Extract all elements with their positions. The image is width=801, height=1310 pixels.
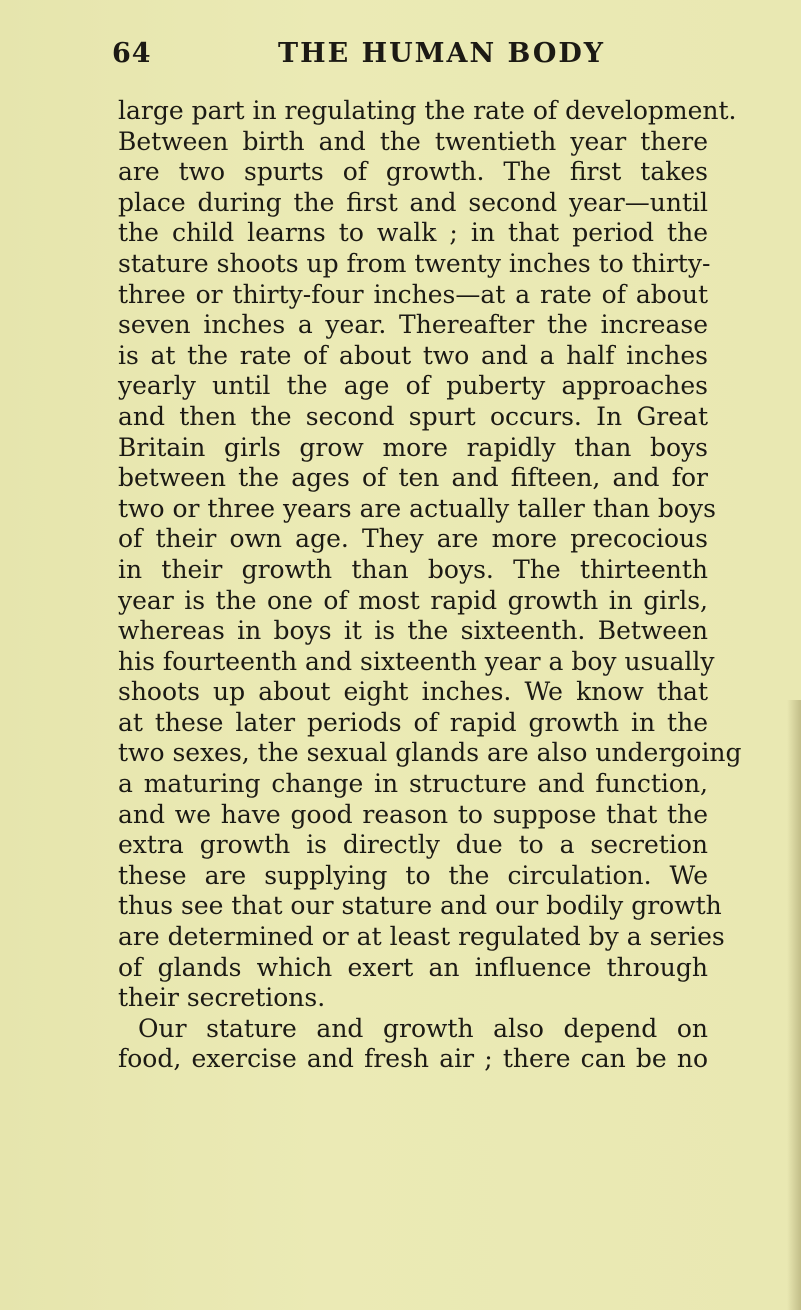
running-head: THE HUMAN BODY bbox=[278, 38, 606, 69]
text-line: Our stature and growth also depend on bbox=[138, 1013, 708, 1043]
text-line: and we have good reason to suppose that the bbox=[118, 799, 708, 829]
page-header bbox=[112, 38, 652, 78]
text-line: these are supplying to the circulation. We bbox=[118, 860, 708, 890]
page-edge-shadow bbox=[787, 700, 801, 1310]
text-line: thus see that our stature and our bodily growth bbox=[118, 891, 722, 921]
text-line: Britain girls grow more rapidly than boys bbox=[118, 432, 708, 462]
text-line: at these later periods of rapid growth in the bbox=[118, 707, 708, 737]
text-line: extra growth is directly due to a secretion bbox=[118, 830, 708, 860]
text-line: his fourteenth and sixteenth year a boy usually bbox=[118, 646, 715, 676]
text-line: seven inches a year. Thereafter the increase bbox=[118, 310, 708, 340]
text-line: shoots up about eight inches. We know that bbox=[118, 677, 708, 707]
text-line: large part in regulating the rate of development. bbox=[118, 96, 737, 125]
text-line: two or three years are actually taller than boys bbox=[118, 493, 716, 523]
page-number: 64 bbox=[112, 38, 152, 69]
text-line: year is the one of most rapid growth in girls, bbox=[118, 585, 708, 615]
text-line: two sexes, the sexual glands are also undergoing bbox=[118, 738, 742, 768]
text-line: the child learns to walk ; in that period the bbox=[118, 218, 708, 248]
text-line: in their growth than boys. The thirteenth bbox=[118, 554, 708, 584]
text-line: are two spurts of growth. The first takes bbox=[118, 157, 708, 187]
text-line: food, exercise and fresh air ; there can be no bbox=[118, 1044, 708, 1074]
text-line: yearly until the age of puberty approaches bbox=[118, 371, 708, 401]
text-line: is at the rate of about two and a half inches bbox=[118, 340, 708, 370]
text-line: between the ages of ten and fifteen, and for bbox=[118, 463, 708, 493]
text-line: place during the first and second year—until bbox=[118, 187, 708, 217]
text-line: stature shoots up from twenty inches to thirty- bbox=[118, 248, 711, 278]
text-line: and then the second spurt occurs. In Great bbox=[118, 401, 708, 431]
text-line: are determined or at least regulated by a series bbox=[118, 922, 725, 952]
text-line: a maturing change in structure and function, bbox=[118, 769, 708, 799]
text-line: Between birth and the twentieth year there bbox=[118, 126, 708, 156]
text-line: three or thirty-four inches—at a rate of about bbox=[118, 279, 708, 309]
text-line: of their own age. They are more precocious bbox=[118, 524, 708, 554]
text-line: of glands which exert an influence through bbox=[118, 952, 708, 982]
text-line: their secretions. bbox=[118, 983, 326, 1013]
body-text bbox=[118, 96, 742, 1075]
text-line: whereas in boys it is the sixteenth. Between bbox=[118, 616, 708, 646]
